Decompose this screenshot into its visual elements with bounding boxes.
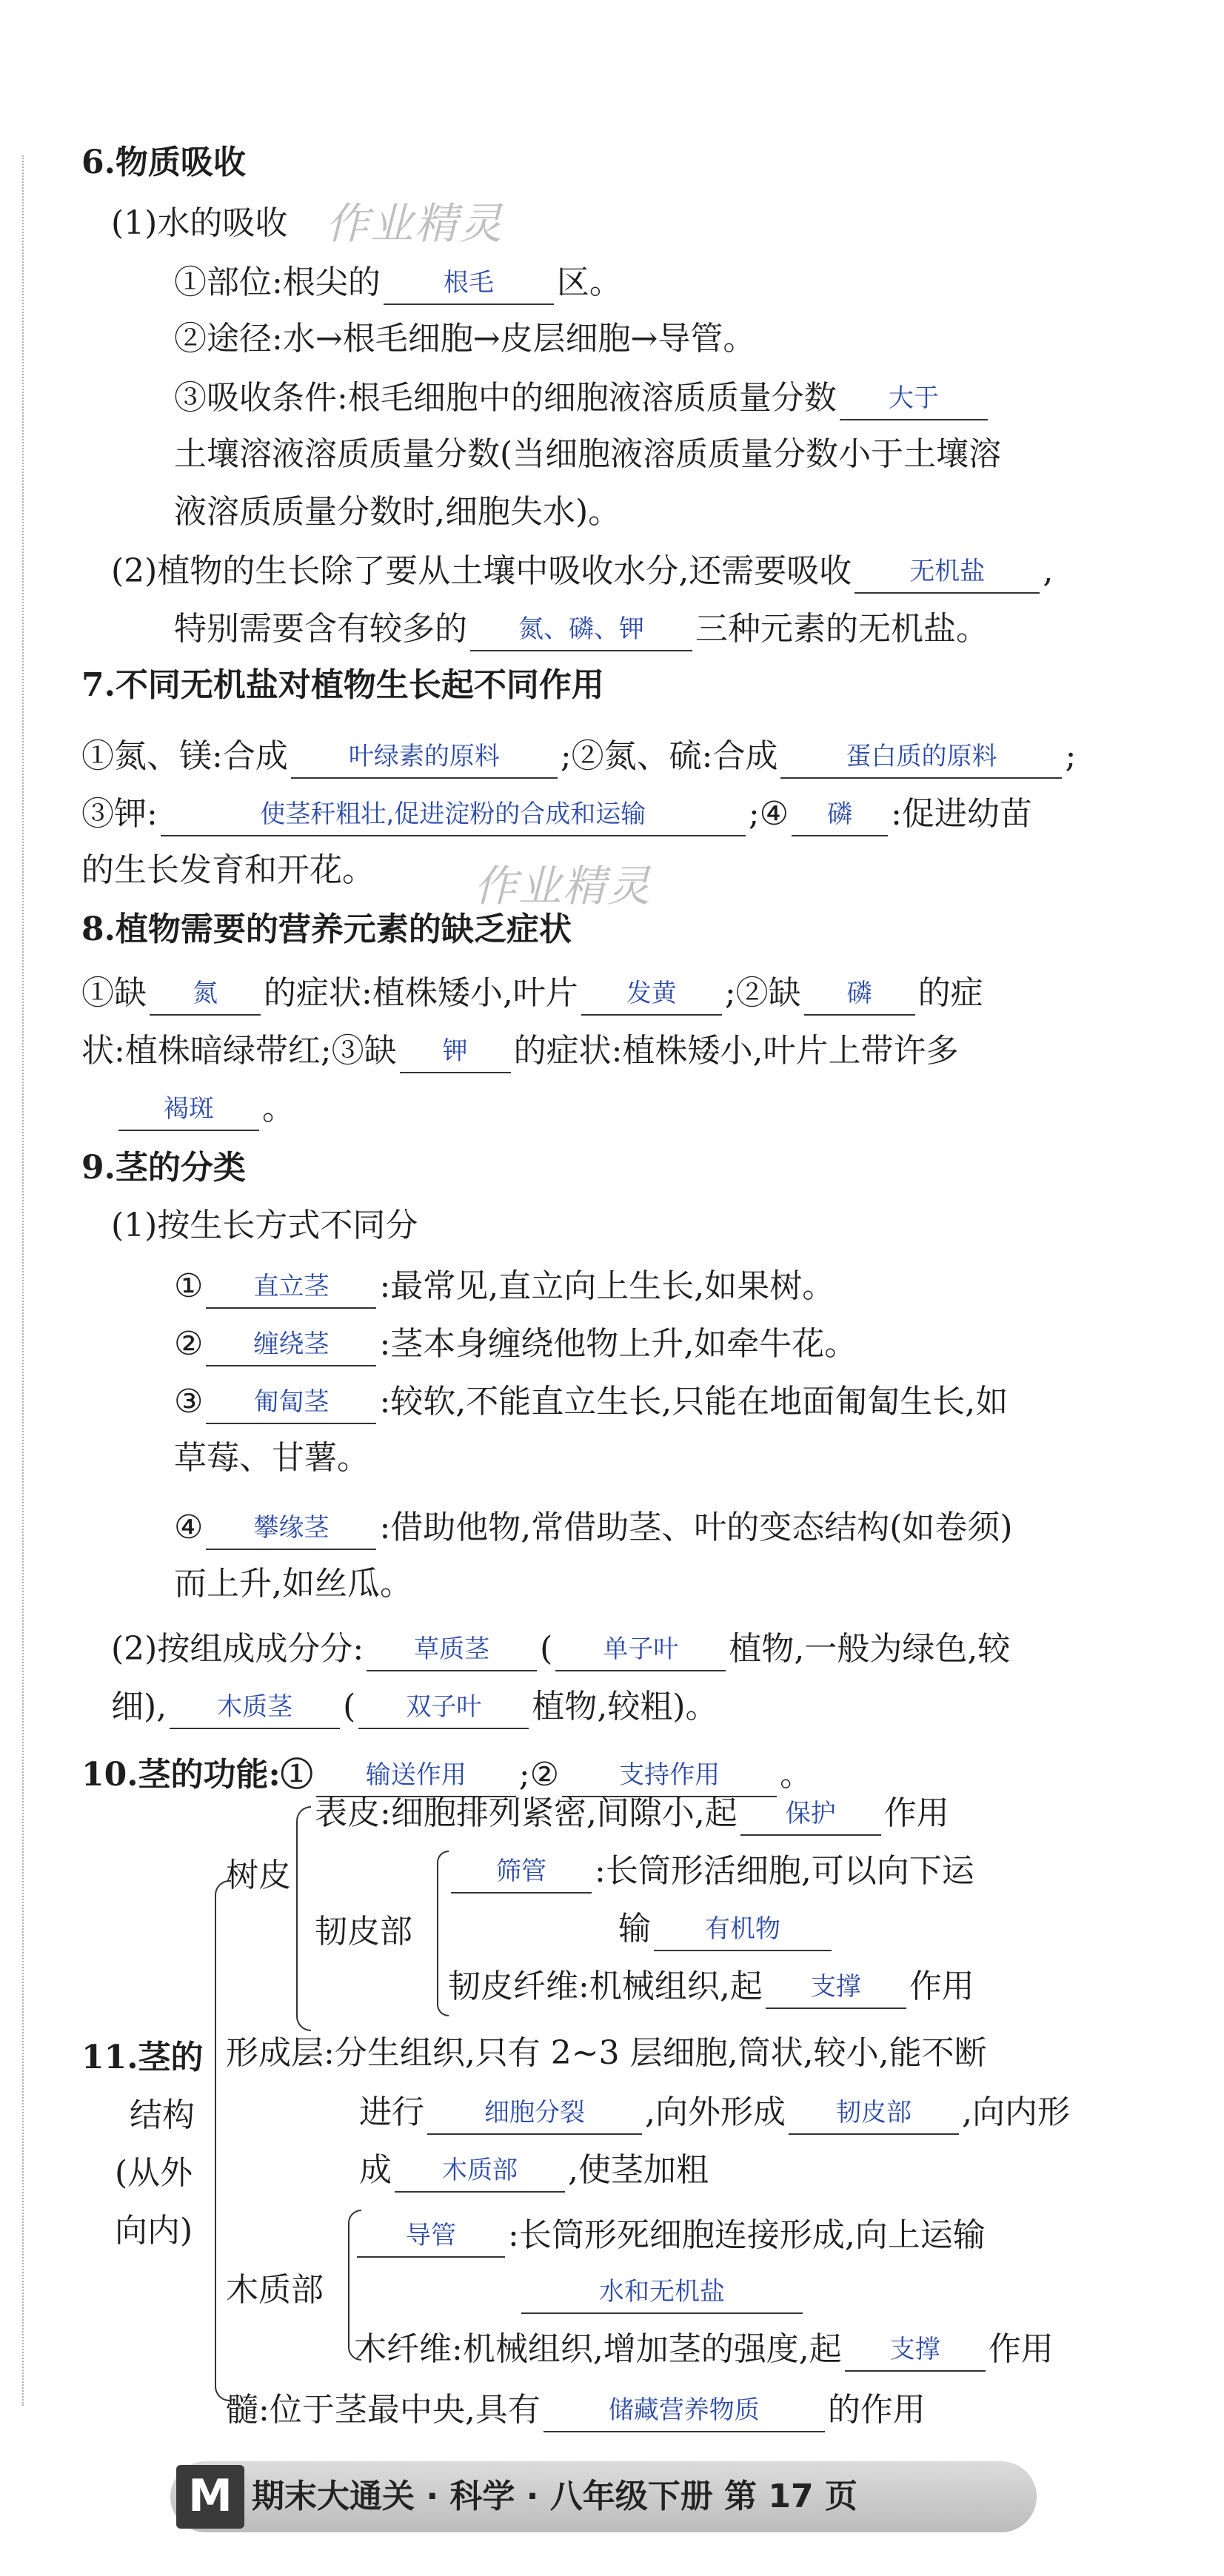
text-line: 导管 :长筒形死细胞连接形成,向上运输 [354, 2212, 986, 2258]
blank[interactable]: 草质茎 [367, 1626, 537, 1671]
text-line: 成 木质部 ,使茎加粗 [359, 2147, 709, 2193]
watermark: 作业精灵 [326, 198, 504, 249]
text-line: (2)按组成成分分: 草质茎 ( 单子叶 植物,一般为绿色,较 [111, 1626, 1010, 1671]
blank[interactable]: 使茎秆粗壮,促进淀粉的合成和运输 [161, 791, 746, 836]
blank[interactable]: 导管 [357, 2212, 505, 2258]
text-line: ③钾: 使茎秆粗壮,促进淀粉的合成和运输 ;④ 磷 :促进幼苗 [81, 791, 1032, 836]
blank[interactable]: 缠绕茎 [206, 1321, 376, 1366]
logo-letter: M [188, 2470, 233, 2522]
text-line: 10.茎的功能:① 输送作用 ;② 支持作用 。 [81, 1751, 812, 1797]
text-line: 筛管 :长筒形活细胞,可以向下运 [448, 1848, 974, 1894]
blank[interactable]: 钾 [400, 1027, 511, 1073]
blank[interactable]: 有机物 [654, 1905, 832, 1951]
blank[interactable]: 单子叶 [555, 1626, 726, 1671]
text-line: 木质部 [226, 2271, 324, 2309]
blank[interactable]: 细胞分裂 [427, 2089, 642, 2135]
text-line: ④ 攀缘茎 :借助他物,常借助茎、叶的变态结构(如卷须) [174, 1504, 1013, 1550]
blank[interactable]: 木质茎 [170, 1683, 340, 1729]
text-line: 结构 [130, 2096, 195, 2134]
blank[interactable]: 木质部 [395, 2147, 565, 2193]
text-line: (2)植物的生长除了要从土壤中吸收水分,还需要吸收 无机盐 , [111, 548, 1053, 594]
blank[interactable]: 保护 [740, 1790, 881, 1836]
blank[interactable]: 直立茎 [206, 1263, 376, 1309]
text-line: 土壤溶液溶质质量分数(当细胞液溶质质量分数小于土壤溶 [174, 435, 1002, 473]
text-line: 而上升,如丝瓜。 [174, 1565, 412, 1603]
text-line: ③ 匍匐茎 :较软,不能直立生长,只能在地面匍匐生长,如 [174, 1378, 1008, 1424]
text-line: 草莓、甘薯。 [174, 1439, 369, 1477]
text-line: 韧皮部 [315, 1913, 412, 1951]
margin-dotted-line [22, 155, 24, 2406]
section-8-title: 8.植物需要的营养元素的缺乏症状 [81, 910, 572, 948]
blank[interactable]: 水和无机盐 [521, 2268, 803, 2314]
blank[interactable]: 褐斑 [118, 1085, 259, 1131]
blank[interactable]: 筛管 [451, 1848, 592, 1894]
blank[interactable]: 叶绿素的原料 [291, 733, 558, 779]
text-line [518, 2268, 806, 2314]
outer-brace [215, 1880, 231, 2401]
text-line: ② 缠绕茎 :茎本身缠绕他物上升,如牵牛花。 [174, 1321, 857, 1366]
text-line: 木纤维:机械组织,增加茎的强度,起 支撑 作用 [354, 2326, 1054, 2372]
s6-water-heading: (1)水的吸收 [111, 204, 288, 242]
section-7-title: 7.不同无机盐对植物生长起不同作用 [81, 666, 604, 704]
blank[interactable]: 发黄 [581, 970, 722, 1016]
text-line: 表皮:细胞排列紧密,间隙小,起 保护 作用 [315, 1790, 949, 1836]
blank[interactable]: 储藏营养物质 [544, 2387, 825, 2432]
blank[interactable]: 攀缘茎 [206, 1504, 376, 1550]
text-line: ① 直立茎 :最常见,直立向上生长,如果树。 [174, 1263, 835, 1309]
text-line: 进行 细胞分裂 ,向外形成 韧皮部 ,向内形 [359, 2089, 1070, 2135]
text-line: 褐斑 。 [81, 1085, 295, 1131]
blank[interactable]: 支撑 [845, 2326, 986, 2372]
watermark: 作业精灵 [474, 861, 652, 911]
text-line: 形成层:分生组织,只有 2~3 层细胞,筒状,较小,能不断 [226, 2034, 987, 2072]
text-line: 状:植株暗绿带红;③缺 钾 的症状:植株矮小,叶片上带许多 [81, 1027, 958, 1073]
blank[interactable]: 磷 [792, 791, 888, 836]
text-line: (从外 [115, 2154, 193, 2192]
text-line: 液溶质质量分数时,细胞失水)。 [174, 493, 621, 531]
text-line: ③吸收条件:根毛细胞中的细胞液溶质质量分数 大于 [174, 375, 991, 420]
text-line: 树皮 [226, 1856, 291, 1894]
bark-brace [296, 1806, 311, 2031]
blank[interactable]: 蛋白质的原料 [780, 733, 1062, 779]
blank[interactable]: 匍匐茎 [206, 1378, 376, 1424]
text-line: 细), 木质茎 ( 双子叶 植物,较粗)。 [111, 1683, 718, 1729]
section-6-title: 6.物质吸收 [81, 144, 246, 181]
text-line: (1)按生长方式不同分 [111, 1207, 418, 1244]
text-line: 输 有机物 [618, 1905, 835, 1951]
blank[interactable]: 磷 [804, 970, 915, 1016]
section-9-title: 9.茎的分类 [81, 1149, 246, 1187]
blank[interactable]: 氮、磷、钾 [470, 606, 692, 651]
section-11-title: 11.茎的 [81, 2039, 204, 2076]
blank[interactable]: 双子叶 [358, 1683, 529, 1729]
phloem-brace [437, 1851, 449, 2016]
blank[interactable]: 支撑 [766, 1963, 906, 2009]
blank[interactable]: 根毛 [384, 259, 554, 305]
text-line: 的生长发育和开花。 [81, 851, 375, 889]
text-line: 髓:位于茎最中央,具有 储藏营养物质 的作用 [226, 2387, 926, 2432]
text-line: 向内) [115, 2212, 193, 2250]
text-line: ②途径:水→根毛细胞→皮层细胞→导管。 [174, 320, 756, 358]
footer-text: 期末大通关 · 科学 · 八年级下册 第 17 页 [252, 2478, 857, 2515]
blank[interactable]: 支持作用 [562, 1751, 777, 1797]
blank[interactable]: 大于 [840, 375, 988, 420]
blank[interactable]: 氮 [150, 970, 261, 1016]
blank[interactable]: 无机盐 [855, 548, 1040, 594]
text-line: ①缺 氮 的症状:植株矮小,叶片 发黄 ;②缺 磷 的症 [81, 970, 983, 1016]
text-line: 特别需要含有较多的 氮、磷、钾 三种元素的无机盐。 [174, 606, 989, 651]
text-line: ①部位:根尖的 根毛 区。 [174, 259, 622, 305]
text-line: ①氮、镁:合成 叶绿素的原料 ;②氮、硫:合成 蛋白质的原料 ; [81, 733, 1076, 779]
text-line: 韧皮纤维:机械组织,起 支撑 作用 [448, 1963, 974, 2009]
blank[interactable]: 韧皮部 [789, 2089, 959, 2135]
blank[interactable]: 输送作用 [316, 1751, 516, 1797]
